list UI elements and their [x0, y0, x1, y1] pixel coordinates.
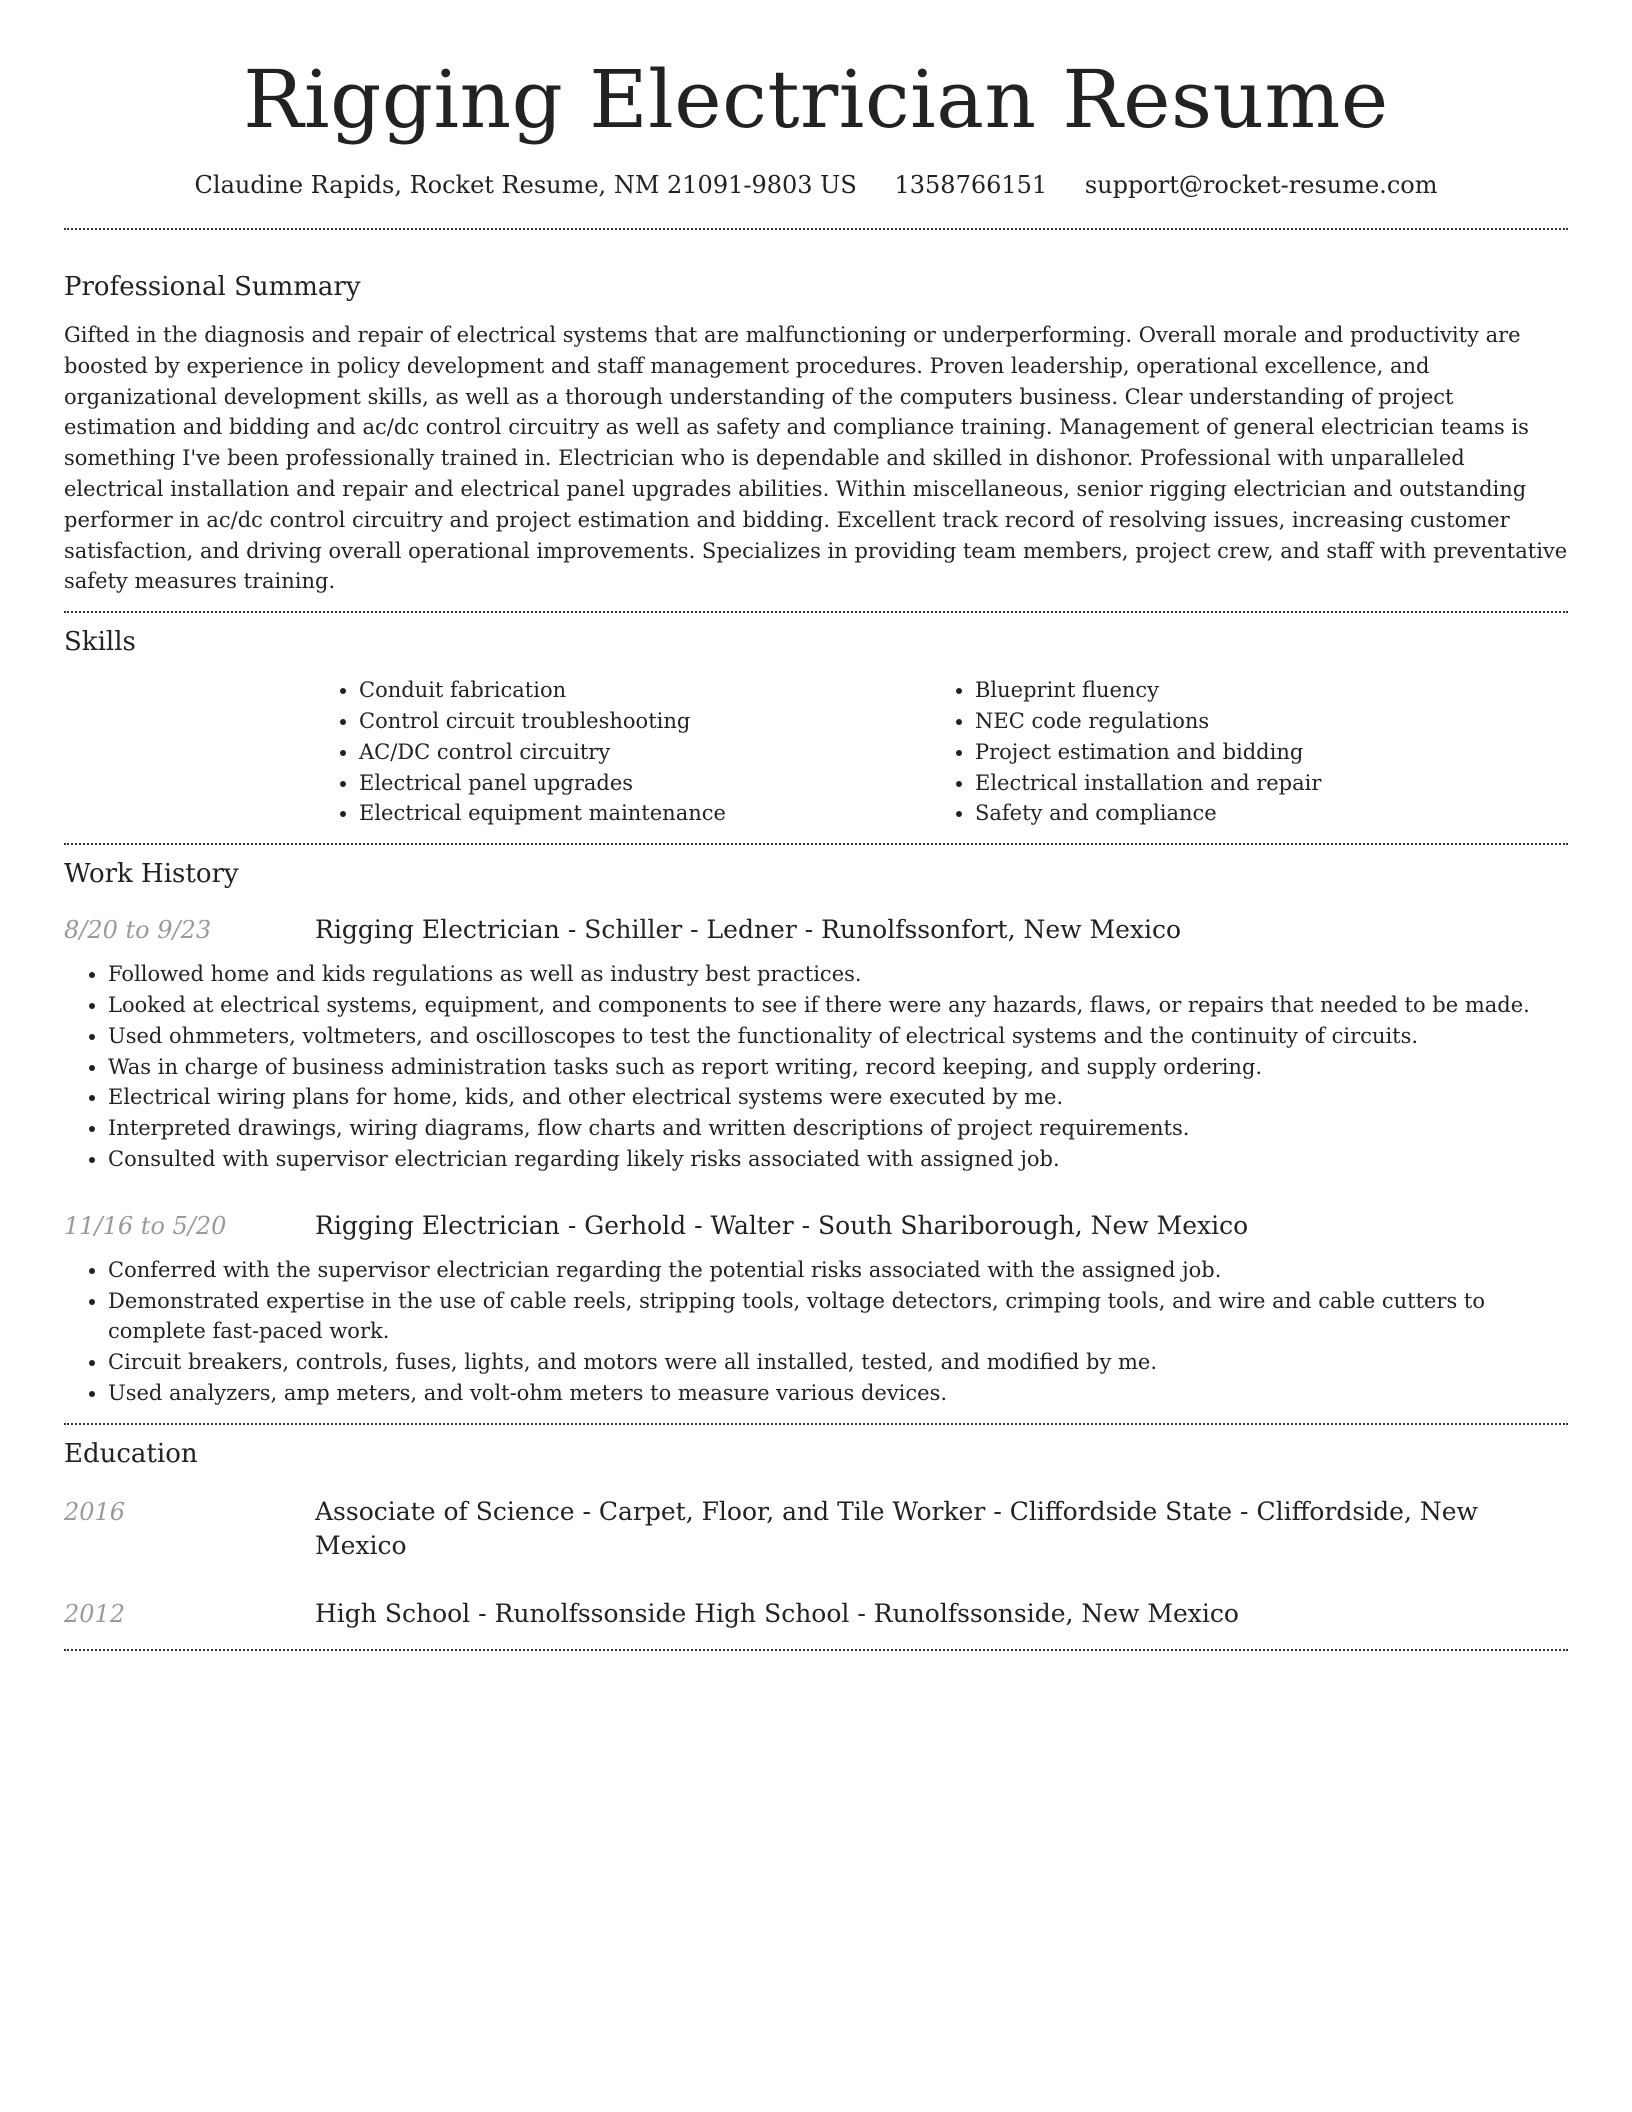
job-duty: • Used analyzers, amp meters, and volt-ohm meters to measure various devices. — [108, 1378, 1568, 1409]
divider — [64, 1649, 1568, 1651]
job-title: Rigging Electrician - Schiller - Ledner - Runolfssonfort, New Mexico — [315, 915, 1182, 945]
job-duty: • Consulted with supervisor electrician regarding likely risks associated with assigned job. — [108, 1144, 1568, 1175]
job-entry — [64, 913, 1568, 1175]
divider — [64, 843, 1568, 845]
education-section — [64, 1437, 1568, 1631]
education-year: 2016 — [64, 1497, 126, 1526]
skill-item: • Blueprint fluency — [975, 675, 1547, 706]
work-section — [64, 857, 1568, 1409]
summary-heading: Professional Summary — [64, 272, 361, 302]
job-dates: 8/20 to 9/23 — [64, 916, 212, 945]
job-duty: • Circuit breakers, controls, fuses, lights, and motors were all installed, tested, and modified by me. — [108, 1347, 1568, 1378]
education-year: 2012 — [64, 1599, 126, 1628]
contact-line — [64, 168, 1568, 202]
job-entry — [64, 1209, 1568, 1409]
skills-grid — [315, 675, 1568, 829]
education-title: Associate of Science - Carpet, Floor, and Tile Worker - Cliffordside State - Cliffordside, New Mexico — [315, 1496, 1478, 1560]
divider — [64, 611, 1568, 613]
divider — [64, 1423, 1568, 1425]
work-heading: Work History — [64, 859, 239, 890]
job-duty: • Conferred with the supervisor electrician regarding the potential risks associated with the assigned job. — [108, 1255, 1568, 1286]
education-entry — [64, 1495, 1568, 1563]
skill-item: • Control circuit troubleshooting — [359, 706, 931, 737]
job-duty: • Used ohmmeters, voltmeters, and oscilloscopes to test the functionality of electrical systems and the continuity of circuits. — [108, 1021, 1568, 1052]
job-duty: • Demonstrated expertise in the use of cable reels, stripping tools, voltage detectors, crimping tools, and wire and cable cutters to complete fast-paced work. — [108, 1286, 1568, 1348]
skill-item: • Conduit fabrication — [359, 675, 931, 706]
skills-heading: Skills — [64, 627, 136, 658]
skills-section — [64, 625, 1568, 829]
skill-item: • Electrical installation and repair — [975, 768, 1547, 799]
skill-item: • Electrical equipment maintenance — [359, 798, 931, 829]
contact-email: support@rocket-resume.com — [1084, 171, 1438, 199]
job-dates: 11/16 to 5/20 — [64, 1211, 227, 1240]
summary-text: Gifted in the diagnosis and repair of electrical systems that are malfunctioning or underperforming. Overall morale and productivity are boosted by experience in policy development and staff management procedures. Proven leadership, operational excellence, and organizational development skills, as well as a thorough understanding of the computers business. Clear understanding of project estimation and bidding and ac/dc control circuitry as well as safety and compliance training. Management of general electrician teams is something I've been professionally trained in. Electrician who is dependable and skilled in dishonor. Professional with unparalleled electrical installation and repair and electrical panel upgrades abilities. Within miscellaneous, senior rigging electrician and outstanding performer in ac/dc control circuitry and project estimation and bidding. Excellent track record of resolving issues, increasing customer satisfaction, and driving overall operational improvements. Specializes in providing team members, project crew, and staff with preventative safety measures training. — [64, 323, 1568, 594]
skills-column-left — [315, 675, 931, 829]
education-heading: Education — [64, 1438, 198, 1469]
job-duty: • Followed home and kids regulations as well as industry best practices. — [108, 959, 1568, 990]
job-duty: • Was in charge of business administration tasks such as report writing, record keeping, and supply ordering. — [108, 1052, 1568, 1083]
job-header — [64, 913, 1568, 947]
education-title: High School - Runolfssonside High School - Runolfssonside, New Mexico — [315, 1598, 1239, 1628]
job-title: Rigging Electrician - Gerhold - Walter - South Shariborough, New Mexico — [315, 1210, 1249, 1240]
job-duty: • Interpreted drawings, wiring diagrams, flow charts and written descriptions of project requirements. — [108, 1113, 1568, 1144]
resume-title: Rigging Electrician Resume — [243, 53, 1389, 146]
contact-phone: 1358766151 — [894, 171, 1048, 199]
education-entry — [64, 1597, 1568, 1631]
skill-item: • AC/DC control circuitry — [359, 737, 931, 768]
job-duty: • Electrical wiring plans for home, kids, and other electrical systems were executed by me. — [108, 1082, 1568, 1113]
skill-item: • Safety and compliance — [975, 798, 1547, 829]
resume-page — [64, 0, 1568, 1651]
skill-item: • NEC code regulations — [975, 706, 1547, 737]
divider — [64, 228, 1568, 230]
contact-address: Claudine Rapids, Rocket Resume, NM 21091-9803 US — [194, 171, 857, 199]
summary-section — [64, 270, 1568, 597]
skill-item: • Electrical panel upgrades — [359, 768, 931, 799]
job-duty: • Looked at electrical systems, equipment, and components to see if there were any hazards, flaws, or repairs that needed to be made. — [108, 990, 1568, 1021]
job-duties — [64, 959, 1568, 1175]
job-header — [64, 1209, 1568, 1243]
skills-column-right — [931, 675, 1547, 829]
skill-item: • Project estimation and bidding — [975, 737, 1547, 768]
job-duties — [64, 1255, 1568, 1409]
